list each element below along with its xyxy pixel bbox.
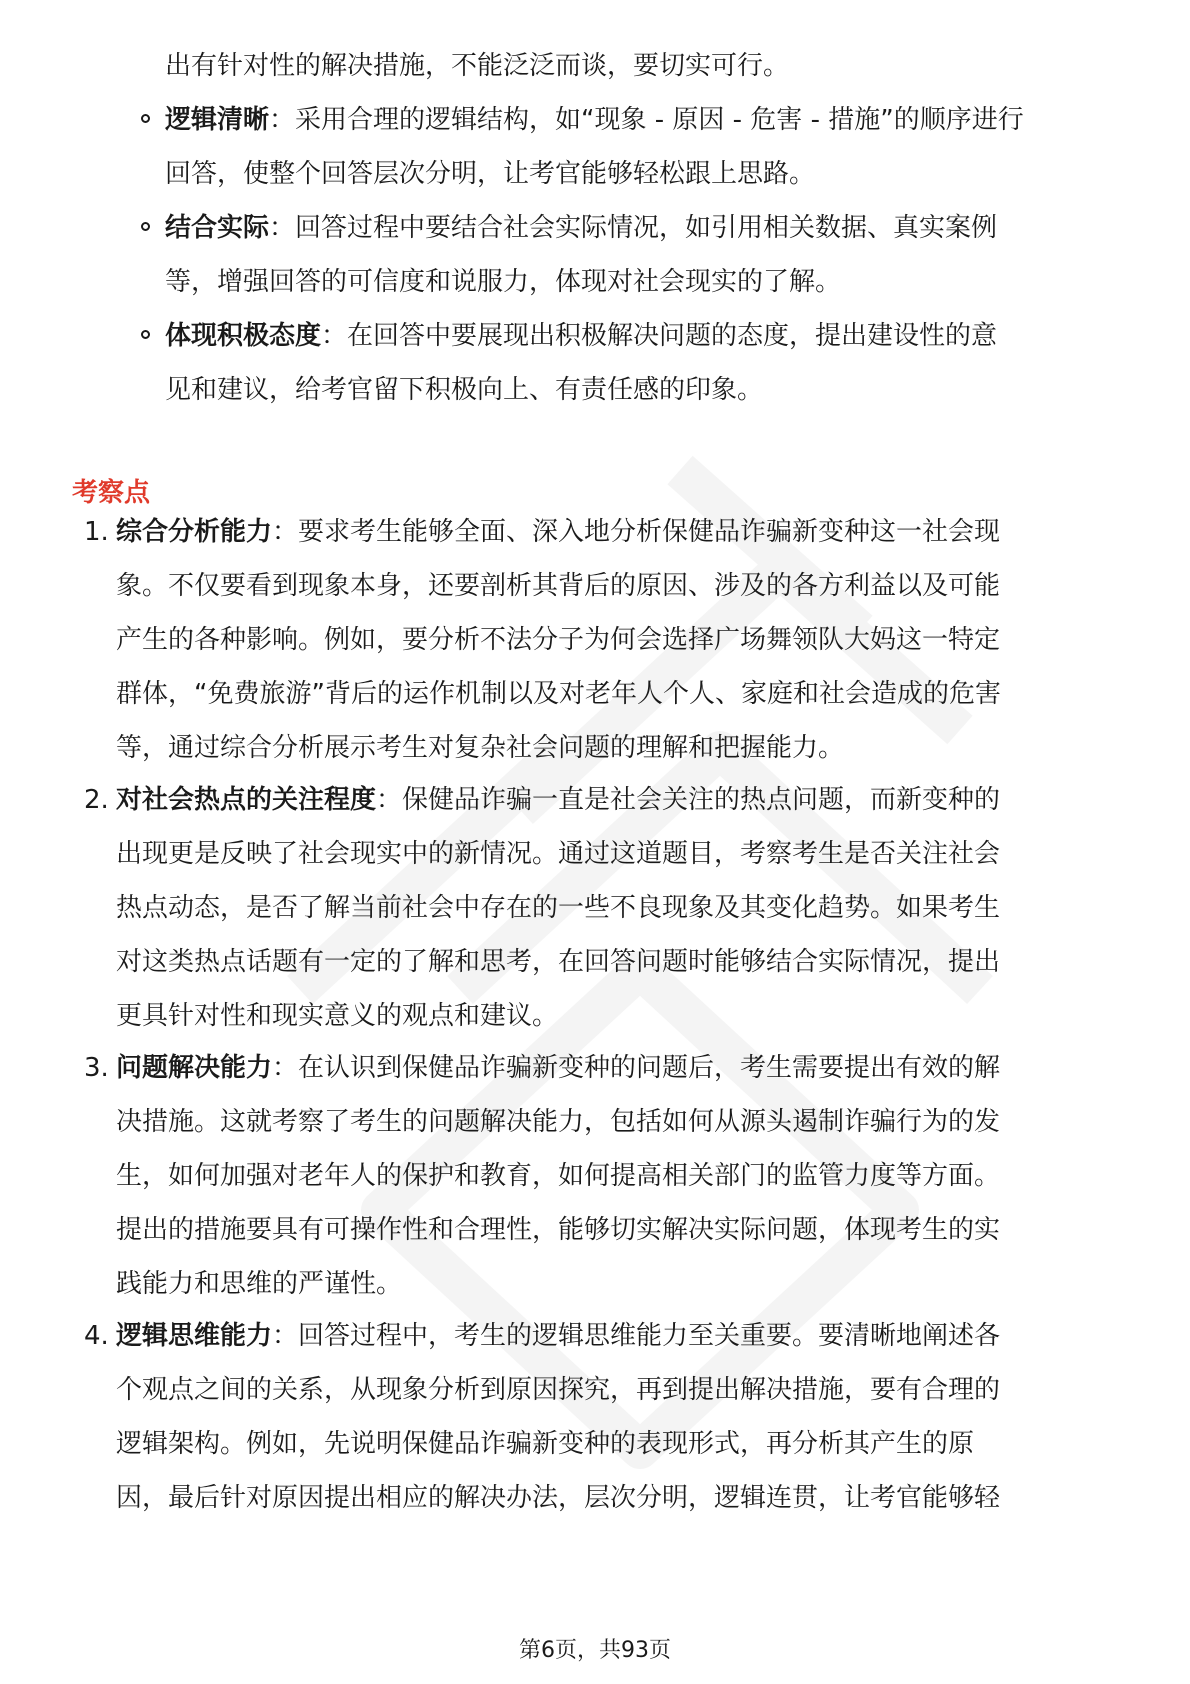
item-text: 提出的措施要具有可操作性和合理性，能够切实解决实际问题，体现考生的实 [116,1215,1001,1245]
item-text: 对这类热点话题有一定的了解和思考，在回答问题时能够结合实际情况，提出 [116,947,1001,977]
item-text: 因，最后针对原因提出相应的解决办法，层次分明，逻辑连贯，让考官能够轻 [116,1483,1001,1513]
item-number: 4. [84,1321,109,1351]
bullet-text: ：回答过程中要结合社会实际情况，如引用相关数据、真实案例 [269,213,998,243]
bullet-marker [141,222,150,231]
item-text: 个观点之间的关系，从现象分析到原因探究，再到提出解决措施，要有合理的 [116,1375,1001,1405]
bullet-text: 回答，使整个回答层次分明，让考官能够轻松跟上思路。 [165,159,816,189]
item-term: 逻辑思维能力 [116,1321,273,1351]
bullet-term: 结合实际 [165,213,270,243]
bullet-term: 体现积极态度 [165,321,322,351]
item-text: 决措施。这就考察了考生的问题解决能力，包括如何从源头遏制诈骗行为的发 [116,1107,1001,1137]
item-text: ：要求考生能够全面、深入地分析保健品诈骗新变种这一社会现 [272,517,1001,547]
item-text: 出现更是反映了社会现实中的新情况。通过这道题目，考察考生是否关注社会 [116,839,1001,869]
item-text: ：在认识到保健品诈骗新变种的问题后，考生需要提出有效的解 [272,1053,1001,1083]
bullet-text: 见和建议，给考官留下积极向上、有责任感的印象。 [165,375,764,405]
item-term: 问题解决能力 [116,1053,273,1083]
item-text: 等，通过综合分析展示考生对复杂社会问题的理解和把握能力。 [116,733,845,763]
page-number: 第6页，共93页 [519,1638,671,1663]
item-text: 践能力和思维的严谨性。 [116,1269,403,1299]
bullet-marker [141,330,150,339]
item-text: 象。不仅要看到现象本身，还要剖析其背后的原因、涉及的各方利益以及可能 [116,571,1001,601]
item-term: 对社会热点的关注程度 [116,785,377,815]
intro-line: 出有针对性的解决措施，不能泛泛而谈，要切实可行。 [165,51,790,81]
item-number: 3. [84,1053,109,1083]
item-number: 2. [84,785,109,815]
bullet-text: ：采用合理的逻辑结构，如“现象 - 原因 - 危害 - 措施”的顺序进行 [269,105,1024,135]
bullet-text: ：在回答中要展现出积极解决问题的态度，提出建设性的意 [321,321,998,351]
item-text: 逻辑架构。例如，先说明保健品诈骗新变种的表现形式，再分析其产生的原 [116,1429,975,1459]
section-title: 考察点 [72,478,151,508]
bullet-marker [141,114,150,123]
item-text: 更具针对性和现实意义的观点和建议。 [116,1001,559,1031]
item-text: 生，如何加强对老年人的保护和教育，如何提高相关部门的监管力度等方面。 [116,1161,1001,1191]
item-text: ：保健品诈骗一直是社会关注的热点问题，而新变种的 [376,785,1001,815]
item-text: 群体，“免费旅游”背后的运作机制以及对老年人个人、家庭和社会造成的危害 [116,679,1001,709]
item-text: 产生的各种影响。例如，要分析不法分子为何会选择广场舞领队大妈这一特定 [116,625,1001,655]
item-text: ：回答过程中，考生的逻辑思维能力至关重要。要清晰地阐述各 [272,1321,1001,1351]
bullet-term: 逻辑清晰 [165,105,270,135]
item-term: 综合分析能力 [116,517,273,547]
item-text: 热点动态，是否了解当前社会中存在的一些不良现象及其变化趋势。如果考生 [116,893,1001,923]
bullet-text: 等，增强回答的可信度和说服力，体现对社会现实的了解。 [165,267,842,297]
item-number: 1. [84,517,109,547]
